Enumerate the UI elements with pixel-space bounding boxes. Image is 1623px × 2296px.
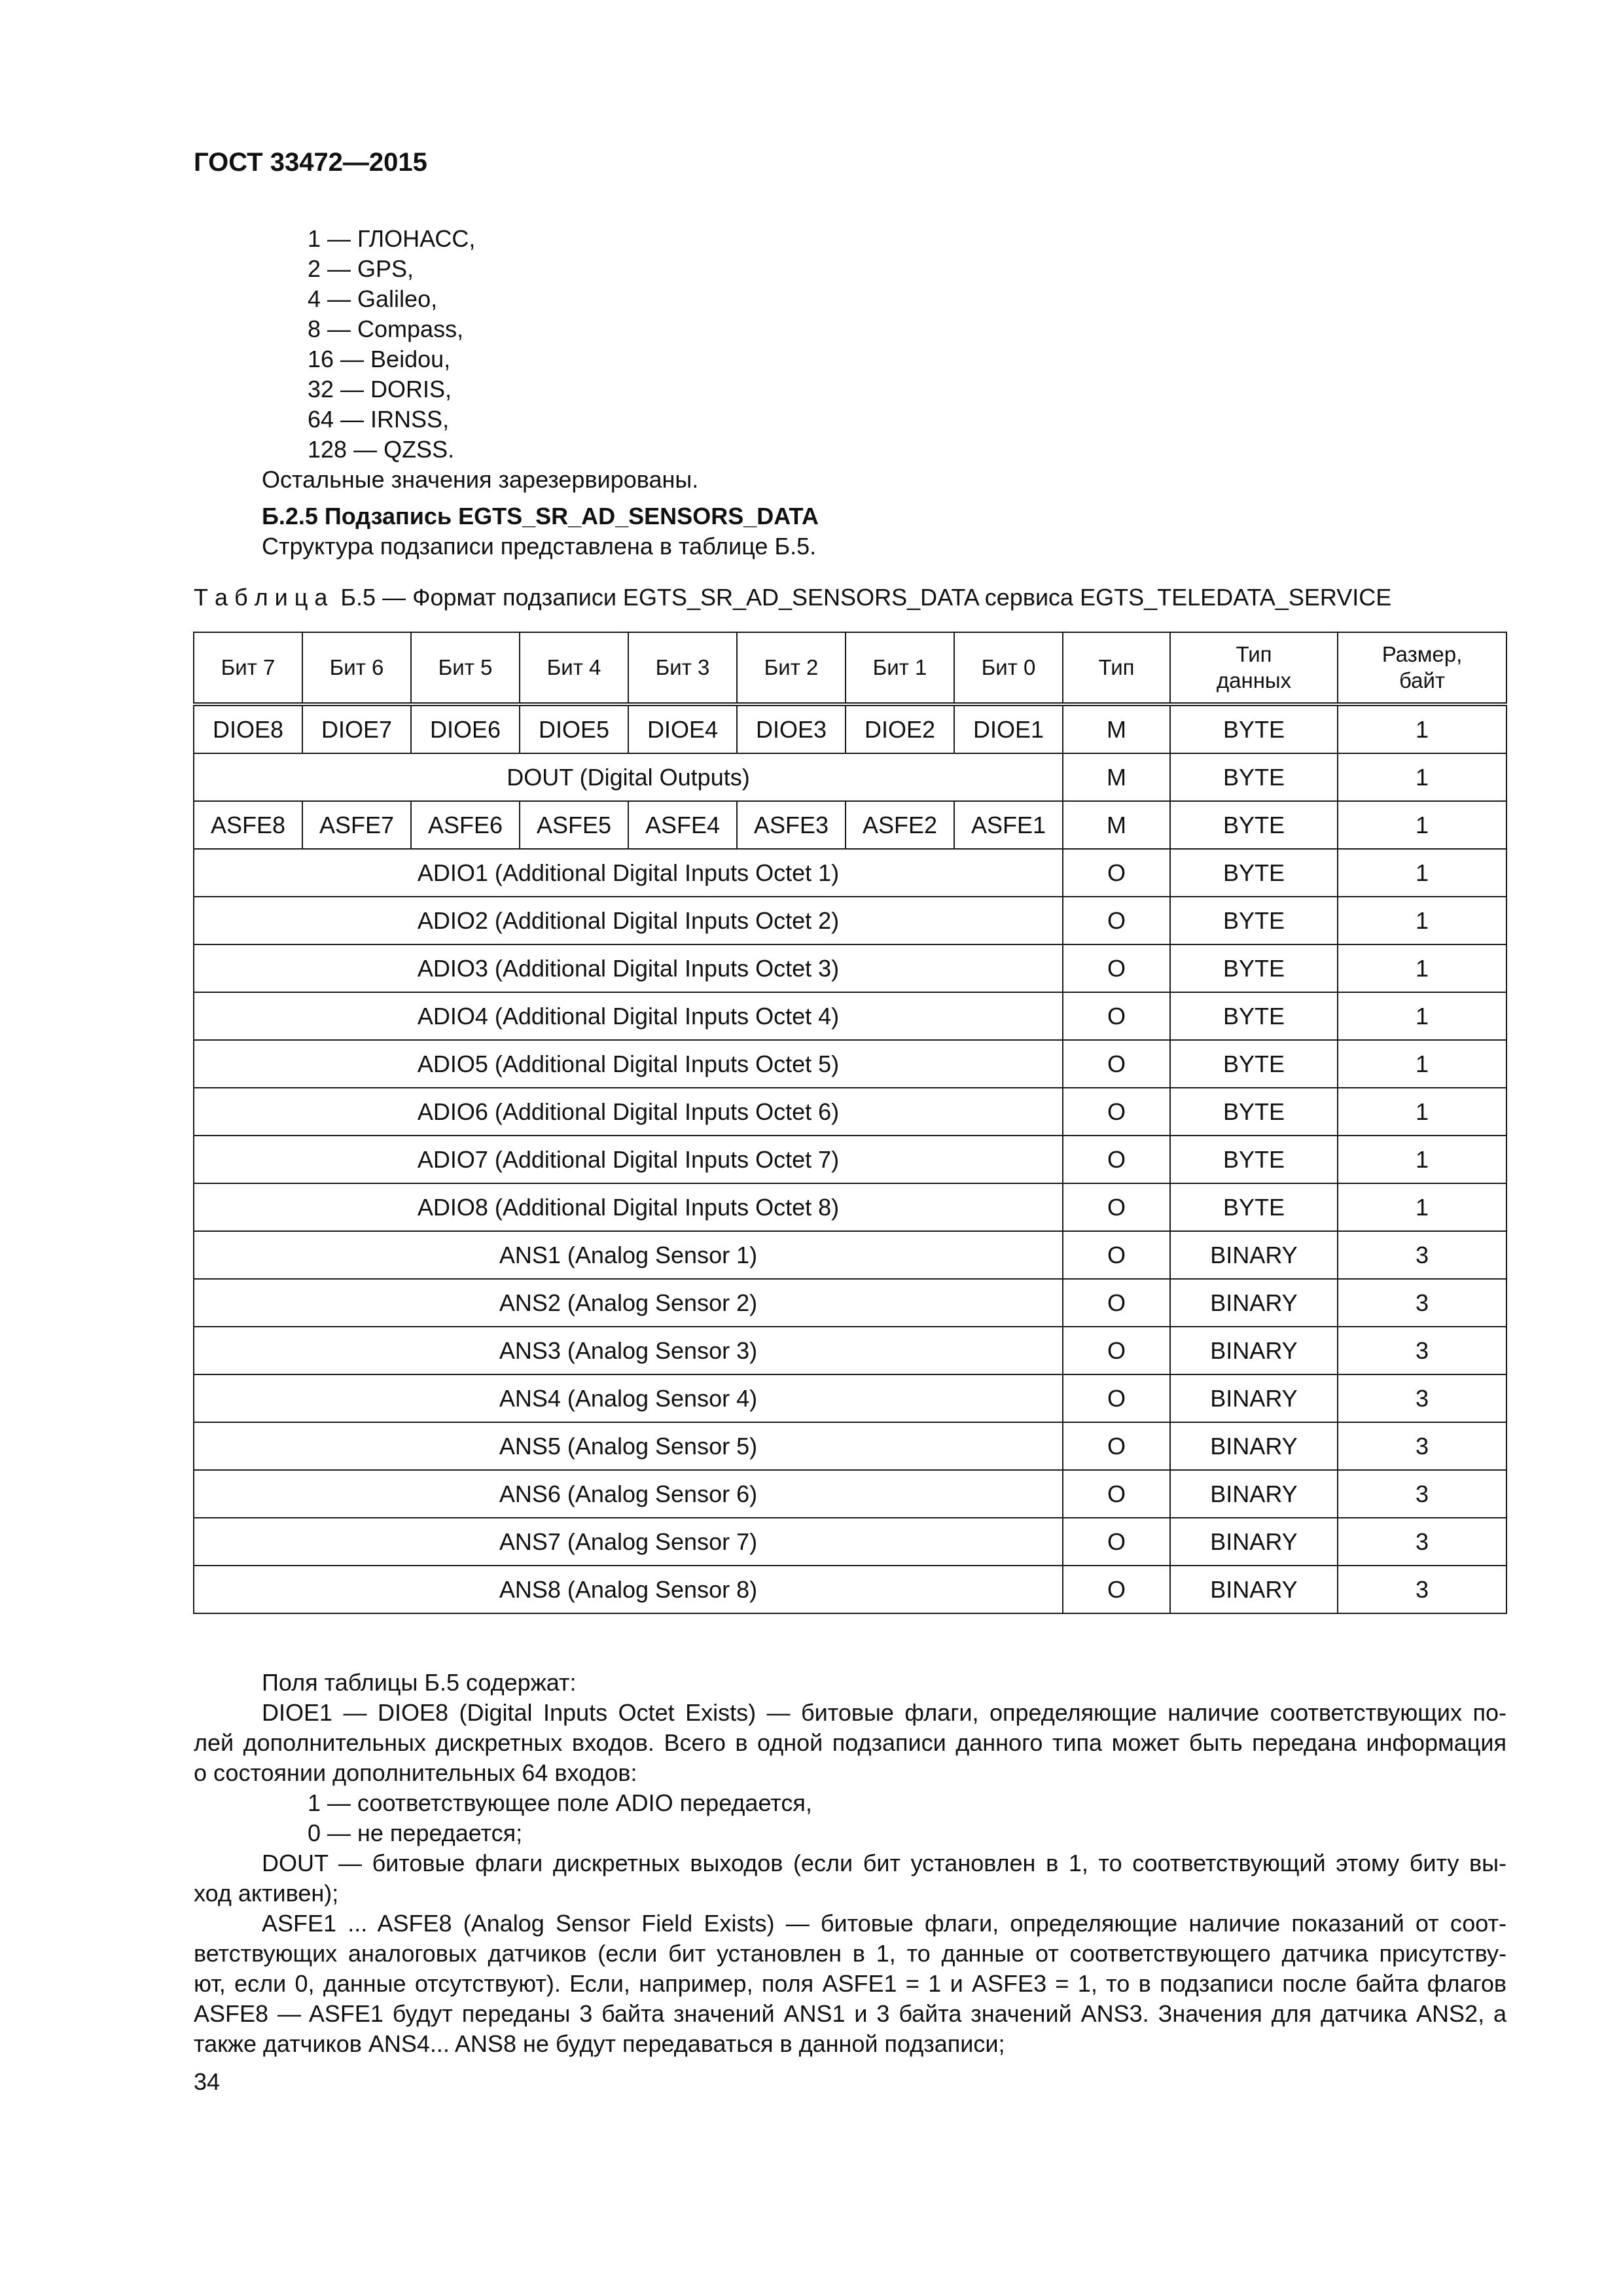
header-bit3: Бит 3 — [628, 632, 737, 704]
type-cell: O — [1063, 1566, 1170, 1613]
table-row — [194, 944, 1507, 992]
type-cell: M — [1063, 801, 1170, 849]
paragraph-line: ют, если 0, данные отсутствуют). Если, например, поля ASFE1 = 1 и ASFE3 = 1, то в подзаписи после байта флагов — [194, 1970, 1507, 1997]
data-type-cell: BYTE — [1170, 897, 1338, 944]
type-cell: O — [1063, 1183, 1170, 1231]
size-cell: 1 — [1338, 1040, 1507, 1088]
bit-cell: DIOE8 — [194, 704, 302, 753]
paragraph-line: ход активен); — [194, 1880, 339, 1907]
nav-system-item: 128 — QZSS. — [308, 436, 455, 463]
type-cell: O — [1063, 992, 1170, 1040]
value-line: 1 — соответствующее поле ADIO передается, — [308, 1789, 812, 1816]
type-cell: O — [1063, 1374, 1170, 1422]
data-type-cell: BINARY — [1170, 1470, 1338, 1518]
size-cell: 1 — [1338, 1183, 1507, 1231]
document-header: ГОСТ 33472—2015 — [194, 148, 427, 177]
table-row — [194, 1566, 1507, 1613]
header-size: Размер, байт — [1338, 632, 1507, 704]
size-cell: 3 — [1338, 1470, 1507, 1518]
field-name-cell: ANS1 (Analog Sensor 1) — [194, 1231, 1063, 1279]
bit-cell: ASFE6 — [411, 801, 520, 849]
type-cell: O — [1063, 1231, 1170, 1279]
table-caption-prefix: Т а б л и ц а — [194, 584, 328, 611]
nav-system-item: 32 — DORIS, — [308, 376, 452, 403]
data-type-cell: BYTE — [1170, 753, 1338, 801]
paragraph-line: DIOE1 — DIOE8 (Digital Inputs Octet Exists) — битовые флаги, определяющие наличие соответствующих по- — [262, 1699, 1507, 1726]
field-name-cell: ADIO4 (Additional Digital Inputs Octet 4) — [194, 992, 1063, 1040]
bit-cell: DIOE3 — [737, 704, 846, 753]
header-bit5: Бит 5 — [411, 632, 520, 704]
field-name-cell: ANS6 (Analog Sensor 6) — [194, 1470, 1063, 1518]
paragraph-line: ASFE1 ... ASFE8 (Analog Sensor Field Exists) — битовые флаги, определяющие наличие показаний от соот- — [262, 1910, 1507, 1937]
size-cell: 3 — [1338, 1374, 1507, 1422]
size-cell: 1 — [1338, 1136, 1507, 1183]
data-type-cell: BYTE — [1170, 1040, 1338, 1088]
data-type-cell: BINARY — [1170, 1231, 1338, 1279]
bit-cell: ASFE4 — [628, 801, 737, 849]
table-row — [194, 1327, 1507, 1374]
table-caption-text: Б.5 — Формат подзаписи EGTS_SR_AD_SENSORS_DATA сервиса EGTS_TELEDATA_SERVICE — [340, 584, 1392, 611]
size-cell: 1 — [1338, 992, 1507, 1040]
field-name-cell: ADIO5 (Additional Digital Inputs Octet 5) — [194, 1040, 1063, 1088]
header-bit7: Бит 7 — [194, 632, 302, 704]
data-type-cell: BINARY — [1170, 1327, 1338, 1374]
data-type-cell: BINARY — [1170, 1422, 1338, 1470]
header-data-type: Тип данных — [1170, 632, 1338, 704]
type-cell: O — [1063, 1422, 1170, 1470]
size-cell: 1 — [1338, 944, 1507, 992]
type-cell: O — [1063, 1327, 1170, 1374]
table-header-row — [194, 632, 1507, 704]
header-bit4: Бит 4 — [520, 632, 628, 704]
field-name-cell: ANS4 (Analog Sensor 4) — [194, 1374, 1063, 1422]
data-type-cell: BYTE — [1170, 1136, 1338, 1183]
data-type-cell: BYTE — [1170, 849, 1338, 897]
bit-cell: DIOE2 — [846, 704, 954, 753]
table-row — [194, 1518, 1507, 1566]
dioe-description — [194, 1698, 1507, 1788]
nav-system-list — [308, 224, 475, 465]
bit-cell: ASFE2 — [846, 801, 954, 849]
table-row — [194, 1183, 1507, 1231]
field-name-cell: ANS8 (Analog Sensor 8) — [194, 1566, 1063, 1613]
bit-cell: ASFE8 — [194, 801, 302, 849]
asfe-description — [194, 1909, 1507, 2059]
field-name-cell: ANS5 (Analog Sensor 5) — [194, 1422, 1063, 1470]
table-row — [194, 1374, 1507, 1422]
nav-system-item: 64 — IRNSS, — [308, 406, 450, 433]
table-row — [194, 1279, 1507, 1327]
data-type-cell: BINARY — [1170, 1279, 1338, 1327]
data-type-cell: BYTE — [1170, 992, 1338, 1040]
field-name-cell: ADIO3 (Additional Digital Inputs Octet 3) — [194, 944, 1063, 992]
header-bit1: Бит 1 — [846, 632, 954, 704]
field-name-cell: ADIO1 (Additional Digital Inputs Octet 1) — [194, 849, 1063, 897]
type-cell: O — [1063, 1040, 1170, 1088]
header-bit2: Бит 2 — [737, 632, 846, 704]
field-name-cell: ADIO6 (Additional Digital Inputs Octet 6) — [194, 1088, 1063, 1136]
field-name-cell: ANS3 (Analog Sensor 3) — [194, 1327, 1063, 1374]
size-cell: 3 — [1338, 1566, 1507, 1613]
field-name-cell: DOUT (Digital Outputs) — [194, 753, 1063, 801]
section-intro: Структура подзаписи представлена в таблице Б.5. — [262, 533, 817, 560]
table-row — [194, 1422, 1507, 1470]
paragraph-line: ASFE8 — ASFE1 будут переданы 3 байта значений ANS1 и 3 байта значений ANS3. Значения для датчика ANS2, а — [194, 2000, 1507, 2027]
table-row — [194, 897, 1507, 944]
fields-intro: Поля таблицы Б.5 содержат: — [262, 1669, 577, 1696]
size-cell: 3 — [1338, 1231, 1507, 1279]
nav-system-item: 2 — GPS, — [308, 255, 414, 282]
table-row — [194, 1470, 1507, 1518]
header-type: Тип — [1063, 632, 1170, 704]
field-name-cell: ADIO8 (Additional Digital Inputs Octet 8) — [194, 1183, 1063, 1231]
field-name-cell: ANS2 (Analog Sensor 2) — [194, 1279, 1063, 1327]
bit-cell: ASFE5 — [520, 801, 628, 849]
size-cell: 3 — [1338, 1327, 1507, 1374]
nav-system-item: 8 — Compass, — [308, 315, 464, 342]
value-line: 0 — не передается; — [308, 1820, 523, 1846]
reserved-note: Остальные значения зарезервированы. — [262, 466, 699, 493]
dout-description — [194, 1848, 1507, 1909]
table-body — [194, 704, 1507, 1613]
nav-system-item: 4 — Galileo, — [308, 285, 438, 312]
paragraph-line: DOUT — битовые флаги дискретных выходов (если бит установлен в 1, то соответствующий этому биту вы- — [262, 1850, 1507, 1876]
field-name-cell: ANS7 (Analog Sensor 7) — [194, 1518, 1063, 1566]
data-type-cell: BINARY — [1170, 1374, 1338, 1422]
type-cell: O — [1063, 897, 1170, 944]
size-cell: 1 — [1338, 1088, 1507, 1136]
type-cell: O — [1063, 1470, 1170, 1518]
table-row — [194, 849, 1507, 897]
dioe-values — [308, 1788, 812, 1848]
data-type-cell: BINARY — [1170, 1566, 1338, 1613]
data-type-cell: BYTE — [1170, 1183, 1338, 1231]
table-row — [194, 801, 1507, 849]
nav-system-item: 16 — Beidou, — [308, 346, 451, 372]
paragraph-line: о состоянии дополнительных 64 входов: — [194, 1759, 637, 1786]
size-cell: 1 — [1338, 801, 1507, 849]
data-type-cell: BINARY — [1170, 1518, 1338, 1566]
data-type-cell: BYTE — [1170, 704, 1338, 753]
bit-cell: DIOE4 — [628, 704, 737, 753]
type-cell: M — [1063, 704, 1170, 753]
data-type-cell: BYTE — [1170, 944, 1338, 992]
type-cell: O — [1063, 1088, 1170, 1136]
section-title: Б.2.5 Подзапись EGTS_SR_AD_SENSORS_DATA — [262, 503, 819, 529]
size-cell: 1 — [1338, 704, 1507, 753]
table-row — [194, 992, 1507, 1040]
size-cell: 3 — [1338, 1422, 1507, 1470]
header-bit6: Бит 6 — [302, 632, 411, 704]
type-cell: O — [1063, 849, 1170, 897]
bit-cell: ASFE3 — [737, 801, 846, 849]
type-cell: O — [1063, 944, 1170, 992]
table-caption — [194, 583, 1391, 613]
nav-system-item: 1 — ГЛОНАСС, — [308, 225, 476, 252]
paragraph-line: также датчиков ANS4... ANS8 не будут передаваться в данной подзаписи; — [194, 2030, 1005, 2057]
table-row — [194, 1231, 1507, 1279]
size-cell: 3 — [1338, 1518, 1507, 1566]
bit-cell: DIOE1 — [954, 704, 1063, 753]
type-cell: O — [1063, 1279, 1170, 1327]
size-cell: 1 — [1338, 849, 1507, 897]
bit-cell: DIOE7 — [302, 704, 411, 753]
type-cell: O — [1063, 1136, 1170, 1183]
data-type-cell: BYTE — [1170, 1088, 1338, 1136]
page-number: 34 — [194, 2068, 221, 2095]
bit-cell: ASFE7 — [302, 801, 411, 849]
table-row — [194, 1136, 1507, 1183]
table-row — [194, 1040, 1507, 1088]
type-cell: M — [1063, 753, 1170, 801]
paragraph-line: лей дополнительных дискретных входов. Всего в одной подзаписи данного типа может быть передана информация — [194, 1729, 1507, 1756]
bit-cell: DIOE6 — [411, 704, 520, 753]
header-bit0: Бит 0 — [954, 632, 1063, 704]
size-cell: 3 — [1338, 1279, 1507, 1327]
table-row — [194, 704, 1507, 753]
table-row — [194, 753, 1507, 801]
bit-cell: ASFE1 — [954, 801, 1063, 849]
field-name-cell: ADIO7 (Additional Digital Inputs Octet 7) — [194, 1136, 1063, 1183]
sensors-data-table — [193, 632, 1507, 1614]
paragraph-line: ветствующих аналоговых датчиков (если бит установлен в 1, то данные от соответствующего датчика присутству- — [194, 1940, 1507, 1967]
size-cell: 1 — [1338, 897, 1507, 944]
table-row — [194, 1088, 1507, 1136]
bit-cell: DIOE5 — [520, 704, 628, 753]
data-type-cell: BYTE — [1170, 801, 1338, 849]
type-cell: O — [1063, 1518, 1170, 1566]
size-cell: 1 — [1338, 753, 1507, 801]
field-name-cell: ADIO2 (Additional Digital Inputs Octet 2) — [194, 897, 1063, 944]
